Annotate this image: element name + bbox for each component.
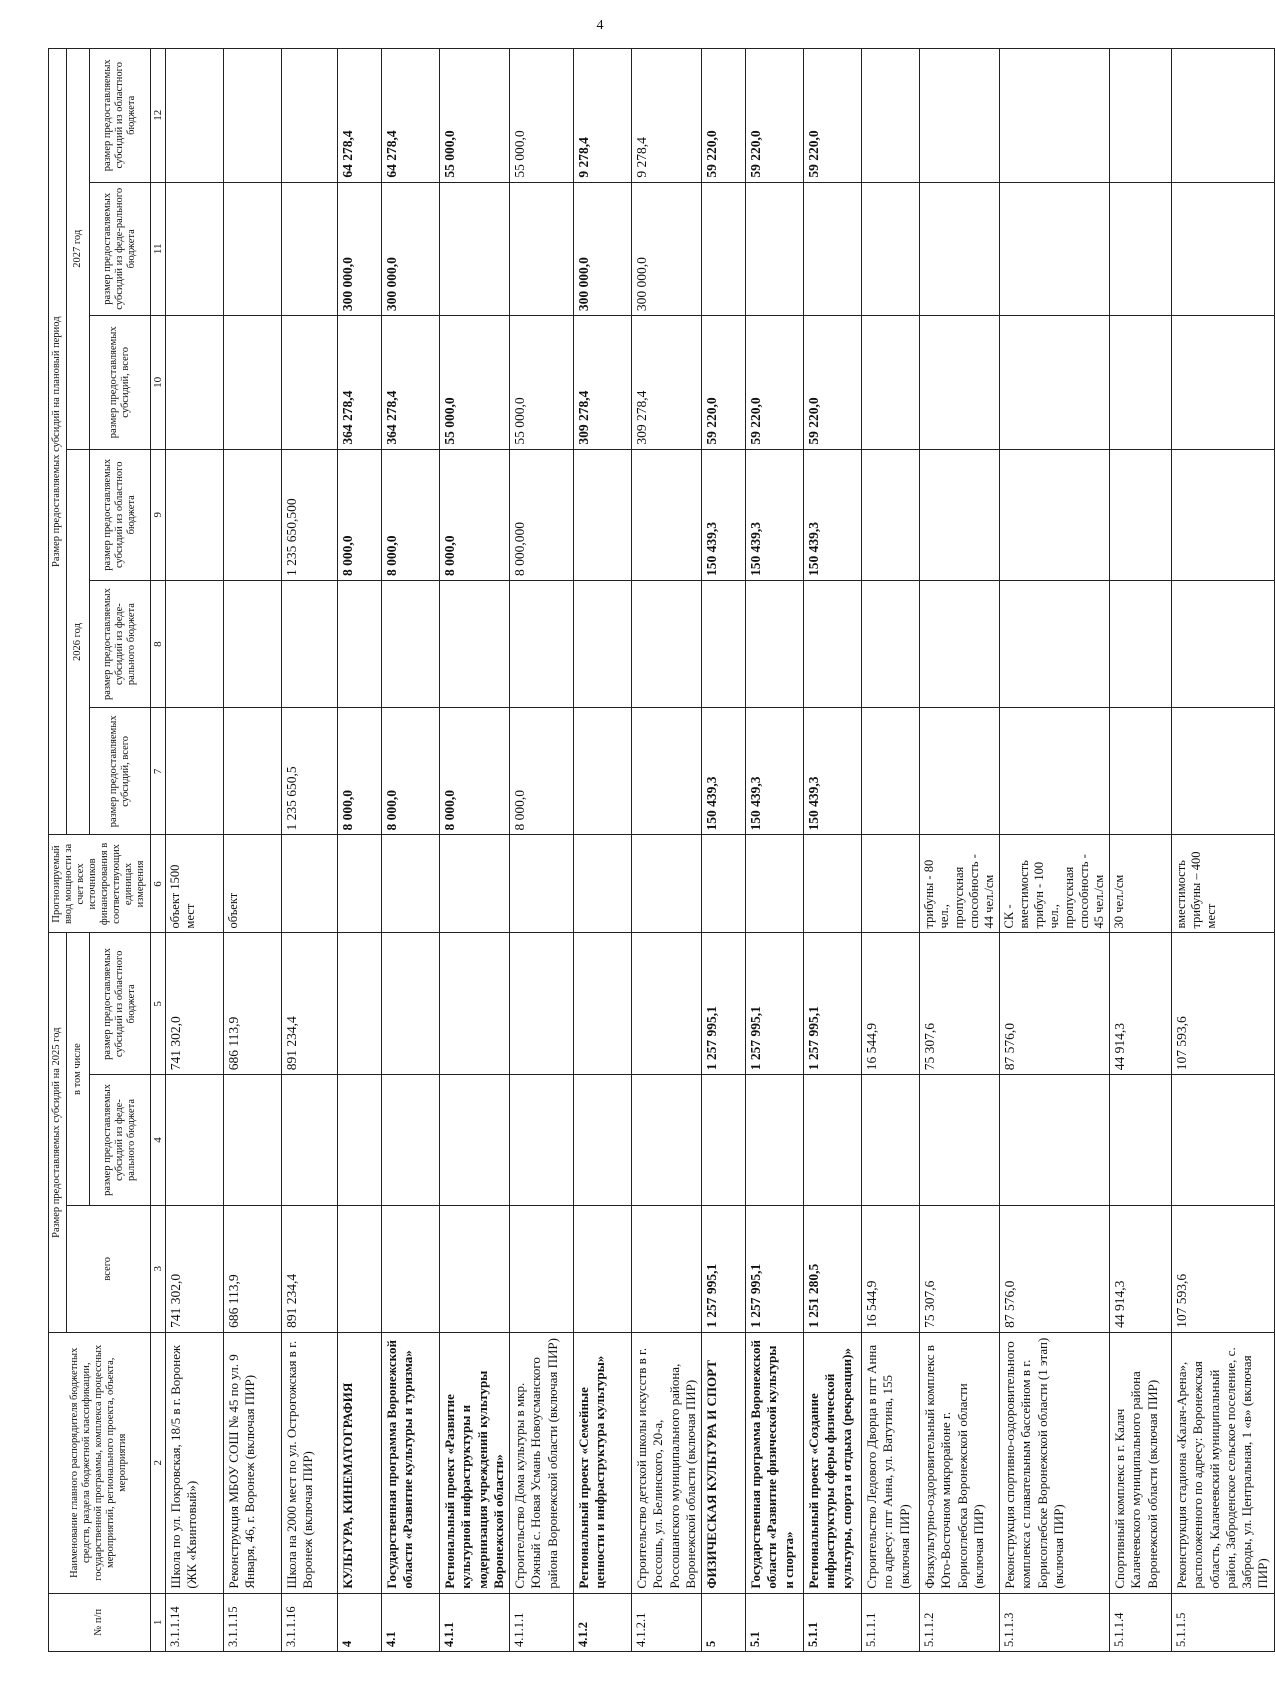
header-group-plan: Размер предоставляемых субсидий на плановый период xyxy=(49,49,67,835)
amount-cell-5: 44 914,3 xyxy=(1110,933,1172,1075)
amount-cell-11 xyxy=(746,182,804,315)
amount-cell-12: 64 278,4 xyxy=(338,49,382,183)
amount-cell-3: 44 914,3 xyxy=(1110,1205,1172,1332)
capacity-cell xyxy=(338,835,382,933)
rotated-table-area xyxy=(48,48,1271,1652)
amount-cell-9: 8 000,000 xyxy=(510,449,574,580)
row-name-cell: Региональный проект «Развитие культурной инфраструктуры и модернизация учреждений культуры Воронежской области» xyxy=(440,1332,510,1593)
header-incl: в том числе xyxy=(67,933,90,1205)
amount-cell-8 xyxy=(702,580,746,707)
amount-cell-4 xyxy=(166,1075,224,1205)
row-name-cell: Региональный проект «Создание инфраструктуры сферы физической культуры, спорта и отдыха (рекреации)» xyxy=(804,1332,862,1593)
amount-cell-3 xyxy=(338,1205,382,1332)
row-number-cell: 5 xyxy=(702,1593,746,1651)
amount-cell-11 xyxy=(510,182,574,315)
amount-cell-10: 364 278,4 xyxy=(338,316,382,449)
amount-cell-10 xyxy=(1110,316,1172,449)
amount-cell-10 xyxy=(166,316,224,449)
amount-cell-5 xyxy=(632,933,702,1075)
amount-cell-12 xyxy=(1000,49,1110,183)
amount-cell-11 xyxy=(1172,182,1275,315)
amount-cell-12: 9 278,4 xyxy=(574,49,632,183)
table-row xyxy=(382,49,440,1652)
row-name-cell: Государственная программа Воронежской области «Развитие культуры и туризма» xyxy=(382,1332,440,1593)
amount-cell-5 xyxy=(574,933,632,1075)
amount-cell-9: 8 000,0 xyxy=(440,449,510,580)
table-row xyxy=(746,49,804,1652)
amount-cell-7 xyxy=(1172,708,1275,835)
row-name-cell: Государственная программа Воронежской области «Развитие физической культуры и спорта» xyxy=(746,1332,804,1593)
amount-cell-7: 8 000,0 xyxy=(440,708,510,835)
row-number-cell: 4.1.2.1 xyxy=(632,1593,702,1651)
capacity-cell: 30 чел./см xyxy=(1110,835,1172,933)
amount-cell-11 xyxy=(166,182,224,315)
column-number-row xyxy=(150,49,166,1652)
row-name-cell: Строительство детской школы искусств в г. Россошь, ул. Белинского, 20-а, Россошанского муниципального района, Воронежской области (включая ПИР) xyxy=(632,1332,702,1593)
row-name-cell: Региональный проект «Семейные ценности и инфраструктура культуры» xyxy=(574,1332,632,1593)
row-number-cell: 5.1.1.1 xyxy=(862,1593,920,1651)
amount-cell-12: 59 220,0 xyxy=(702,49,746,183)
table-row xyxy=(702,49,746,1652)
amount-cell-3 xyxy=(440,1205,510,1332)
table-row xyxy=(510,49,574,1652)
row-number-cell: 4.1.1.1 xyxy=(510,1593,574,1651)
amount-cell-7: 150 439,3 xyxy=(702,708,746,835)
amount-cell-9 xyxy=(224,449,282,580)
amount-cell-4 xyxy=(338,1075,382,1205)
amount-cell-4 xyxy=(746,1075,804,1205)
table-row xyxy=(804,49,862,1652)
table-row xyxy=(1172,49,1275,1652)
amount-cell-7: 8 000,0 xyxy=(510,708,574,835)
amount-cell-8 xyxy=(862,580,920,707)
header-group-2025: Размер предоставляемых субсидий на 2025 год xyxy=(49,933,67,1332)
page-number: 4 xyxy=(596,18,604,33)
row-name-cell: Спортивный комплекс в г. Калач Калачеевского муниципального района Воронежской области (включая ПИР) xyxy=(1110,1332,1172,1593)
amount-cell-10 xyxy=(862,316,920,449)
amount-cell-5: 891 234,4 xyxy=(282,933,338,1075)
amount-cell-7: 150 439,3 xyxy=(804,708,862,835)
amount-cell-11 xyxy=(282,182,338,315)
amount-cell-5: 741 302,0 xyxy=(166,933,224,1075)
capacity-cell xyxy=(632,835,702,933)
amount-cell-7 xyxy=(1110,708,1172,835)
amount-cell-10 xyxy=(224,316,282,449)
header-total-2027: размер предоставляемых субсидий, всего xyxy=(90,316,150,449)
capacity-cell: объект xyxy=(224,835,282,933)
table-row xyxy=(1000,49,1110,1652)
row-number-cell: 5.1.1.2 xyxy=(920,1593,1000,1651)
amount-cell-4 xyxy=(282,1075,338,1205)
amount-cell-12: 55 000,0 xyxy=(440,49,510,183)
amount-cell-11: 300 000,0 xyxy=(338,182,382,315)
amount-cell-8 xyxy=(1110,580,1172,707)
amount-cell-4 xyxy=(1110,1075,1172,1205)
row-name-cell: ФИЗИЧЕСКАЯ КУЛЬТУРА И СПОРТ xyxy=(702,1332,746,1593)
column-number: 6 xyxy=(150,835,166,933)
amount-cell-11: 300 000,0 xyxy=(382,182,440,315)
header-capacity: Прогнозируемый ввод мощности за счет всех источников финансирования в соответствующих единицах измерения xyxy=(49,835,151,933)
row-name-cell: Строительство Ледового Дворца в пгт Анна по адресу: пгт Анна, ул. Ватутина, 155 (включая ПИР) xyxy=(862,1332,920,1593)
amount-cell-4 xyxy=(920,1075,1000,1205)
amount-cell-8 xyxy=(1000,580,1110,707)
column-number: 5 xyxy=(150,933,166,1075)
amount-cell-3 xyxy=(574,1205,632,1332)
amount-cell-10: 55 000,0 xyxy=(440,316,510,449)
amount-cell-5: 107 593,6 xyxy=(1172,933,1275,1075)
header-fed-2026: размер предоставляемых субсидий из феде-рального бюджета xyxy=(90,580,150,707)
amount-cell-10: 309 278,4 xyxy=(632,316,702,449)
amount-cell-4 xyxy=(632,1075,702,1205)
amount-cell-3: 1 251 280,5 xyxy=(804,1205,862,1332)
amount-cell-8 xyxy=(166,580,224,707)
amount-cell-9 xyxy=(632,449,702,580)
amount-cell-5 xyxy=(440,933,510,1075)
amount-cell-3: 87 576,0 xyxy=(1000,1205,1110,1332)
capacity-cell: трибуны - 80 чел., пропускная способность - 44 чел./см xyxy=(920,835,1000,933)
amount-cell-5: 16 544,9 xyxy=(862,933,920,1075)
amount-cell-4 xyxy=(804,1075,862,1205)
capacity-cell xyxy=(702,835,746,933)
column-number: 3 xyxy=(150,1205,166,1332)
capacity-cell: СК - вместимость трибун - 100 чел., пропускная способность - 45 чел./см xyxy=(1000,835,1110,933)
amount-cell-12: 59 220,0 xyxy=(746,49,804,183)
amount-cell-5: 1 257 995,1 xyxy=(702,933,746,1075)
amount-cell-10: 59 220,0 xyxy=(746,316,804,449)
amount-cell-12 xyxy=(920,49,1000,183)
amount-cell-11 xyxy=(862,182,920,315)
amount-cell-9 xyxy=(1172,449,1275,580)
amount-cell-8 xyxy=(282,580,338,707)
table-row xyxy=(440,49,510,1652)
header-fed-2027: размер предоставляемых субсидий из феде-рального бюджета xyxy=(90,182,150,315)
amount-cell-8 xyxy=(574,580,632,707)
amount-cell-8 xyxy=(338,580,382,707)
amount-cell-8 xyxy=(920,580,1000,707)
row-number-cell: 5.1.1 xyxy=(804,1593,862,1651)
capacity-cell: объект 1500 мест xyxy=(166,835,224,933)
amount-cell-10: 59 220,0 xyxy=(804,316,862,449)
table-row xyxy=(224,49,282,1652)
amount-cell-4 xyxy=(1172,1075,1275,1205)
amount-cell-4 xyxy=(510,1075,574,1205)
amount-cell-12: 59 220,0 xyxy=(804,49,862,183)
amount-cell-3: 891 234,4 xyxy=(282,1205,338,1332)
amount-cell-10: 55 000,0 xyxy=(510,316,574,449)
header-name: Наименование главного распорядителя бюджетных средств, раздела бюджетной классификации, государственной программы, комплекса процессных мероприятий, регионального проекта, объекта, мероприятия xyxy=(49,1332,151,1593)
row-number-cell: 4.1.2 xyxy=(574,1593,632,1651)
amount-cell-3 xyxy=(632,1205,702,1332)
amount-cell-3: 686 113,9 xyxy=(224,1205,282,1332)
amount-cell-3: 1 257 995,1 xyxy=(746,1205,804,1332)
column-number: 1 xyxy=(150,1593,166,1651)
amount-cell-5: 1 257 995,1 xyxy=(746,933,804,1075)
amount-cell-3 xyxy=(382,1205,440,1332)
table-body xyxy=(166,49,1275,1652)
table-row xyxy=(574,49,632,1652)
row-number-cell: 4.1.1 xyxy=(440,1593,510,1651)
amount-cell-9: 8 000,0 xyxy=(338,449,382,580)
capacity-cell xyxy=(440,835,510,933)
table-row xyxy=(862,49,920,1652)
subsidy-table xyxy=(48,48,1275,1652)
amount-cell-8 xyxy=(746,580,804,707)
header-year-2027: 2027 год xyxy=(67,49,90,450)
amount-cell-11 xyxy=(702,182,746,315)
amount-cell-11 xyxy=(224,182,282,315)
amount-cell-4 xyxy=(382,1075,440,1205)
column-number: 10 xyxy=(150,316,166,449)
amount-cell-4 xyxy=(702,1075,746,1205)
amount-cell-10: 309 278,4 xyxy=(574,316,632,449)
amount-cell-10: 59 220,0 xyxy=(702,316,746,449)
amount-cell-5: 75 307,6 xyxy=(920,933,1000,1075)
amount-cell-9 xyxy=(862,449,920,580)
amount-cell-9 xyxy=(574,449,632,580)
amount-cell-4 xyxy=(574,1075,632,1205)
amount-cell-11 xyxy=(920,182,1000,315)
amount-cell-5: 686 113,9 xyxy=(224,933,282,1075)
table-row xyxy=(920,49,1000,1652)
amount-cell-10 xyxy=(282,316,338,449)
row-name-cell: Реконструкция МБОУ СОШ № 45 по ул. 9 Января, 46, г. Воронеж (включая ПИР) xyxy=(224,1332,282,1593)
amount-cell-10: 364 278,4 xyxy=(382,316,440,449)
row-name-cell: Строительство Дома культуры в мкр. Южный с. Новая Усмань Новоусманского района Воронежской области (включая ПИР) xyxy=(510,1332,574,1593)
row-name-cell: Школа по ул. Покровская, 18/5 в г. Воронеж (ЖК «Квинтовый») xyxy=(166,1332,224,1593)
header-no: № п/п xyxy=(49,1593,151,1651)
column-number: 7 xyxy=(150,708,166,835)
table-row xyxy=(632,49,702,1652)
row-name-cell: Реконструкция стадиона «Калач-Арена», расположенного по адресу: Воронежская область, Калачеевский муниципальный район, Заброденское сельское поселение, с. Заброды, ул. Центральная, 1 «в» (включая ПИР) xyxy=(1172,1332,1275,1593)
row-name-cell: Реконструкция спортивно-оздоровительного комплекса с плавательным бассейном в г. Борисоглебске Воронежской области (1 этап) (включая ПИР) xyxy=(1000,1332,1110,1593)
header-total-2026: размер предоставляемых субсидий, всего xyxy=(90,708,150,835)
table-row xyxy=(282,49,338,1652)
amount-cell-8 xyxy=(224,580,282,707)
column-number: 12 xyxy=(150,49,166,183)
amount-cell-11 xyxy=(1110,182,1172,315)
row-name-cell: КУЛЬТУРА, КИНЕМАТОГРАФИЯ xyxy=(338,1332,382,1593)
amount-cell-9: 150 439,3 xyxy=(746,449,804,580)
amount-cell-7 xyxy=(574,708,632,835)
amount-cell-8 xyxy=(632,580,702,707)
amount-cell-12 xyxy=(224,49,282,183)
header-obl-2027: размер предоставляемых субсидий из областного бюджета xyxy=(90,49,150,183)
amount-cell-3: 741 302,0 xyxy=(166,1205,224,1332)
column-number: 11 xyxy=(150,182,166,315)
capacity-cell xyxy=(862,835,920,933)
amount-cell-8 xyxy=(510,580,574,707)
amount-cell-3: 1 257 995,1 xyxy=(702,1205,746,1332)
amount-cell-4 xyxy=(224,1075,282,1205)
column-number: 4 xyxy=(150,1075,166,1205)
amount-cell-9: 8 000,0 xyxy=(382,449,440,580)
amount-cell-12 xyxy=(1110,49,1172,183)
amount-cell-8 xyxy=(804,580,862,707)
amount-cell-7: 150 439,3 xyxy=(746,708,804,835)
amount-cell-9 xyxy=(1000,449,1110,580)
row-name-cell: Школа на 2000 мест по ул. Острогожская в г. Воронеж (включая ПИР) xyxy=(282,1332,338,1593)
amount-cell-3 xyxy=(510,1205,574,1332)
header-obl-2025: размер предоставляемых субсидий из областного бюджета xyxy=(90,933,150,1075)
amount-cell-7 xyxy=(920,708,1000,835)
amount-cell-8 xyxy=(382,580,440,707)
amount-cell-3: 16 544,9 xyxy=(862,1205,920,1332)
amount-cell-3: 107 593,6 xyxy=(1172,1205,1275,1332)
amount-cell-5 xyxy=(510,933,574,1075)
amount-cell-10 xyxy=(1172,316,1275,449)
row-number-cell: 5.1 xyxy=(746,1593,804,1651)
capacity-cell xyxy=(574,835,632,933)
amount-cell-12: 9 278,4 xyxy=(632,49,702,183)
amount-cell-12 xyxy=(166,49,224,183)
header-fed-2025: размер предоставляемых субсидий из феде-рального бюджета xyxy=(90,1075,150,1205)
capacity-cell: вместимость трибуны – 400 мест xyxy=(1172,835,1275,933)
header-obl-2026: размер предоставляемых субсидий из областного бюджета xyxy=(90,449,150,580)
row-number-cell: 3.1.1.14 xyxy=(166,1593,224,1651)
amount-cell-9 xyxy=(1110,449,1172,580)
amount-cell-12 xyxy=(862,49,920,183)
amount-cell-10 xyxy=(920,316,1000,449)
amount-cell-11: 300 000,0 xyxy=(632,182,702,315)
amount-cell-10 xyxy=(1000,316,1110,449)
amount-cell-9: 150 439,3 xyxy=(702,449,746,580)
amount-cell-11 xyxy=(804,182,862,315)
amount-cell-4 xyxy=(1000,1075,1110,1205)
column-number: 8 xyxy=(150,580,166,707)
amount-cell-5: 87 576,0 xyxy=(1000,933,1110,1075)
amount-cell-9: 150 439,3 xyxy=(804,449,862,580)
amount-cell-9 xyxy=(166,449,224,580)
table-rotated-container xyxy=(48,48,1271,1652)
row-number-cell: 5.1.1.3 xyxy=(1000,1593,1110,1651)
amount-cell-7 xyxy=(224,708,282,835)
row-number-cell: 4 xyxy=(338,1593,382,1651)
amount-cell-7 xyxy=(632,708,702,835)
amount-cell-7: 8 000,0 xyxy=(382,708,440,835)
amount-cell-7 xyxy=(166,708,224,835)
amount-cell-7: 8 000,0 xyxy=(338,708,382,835)
row-number-cell: 5.1.1.5 xyxy=(1172,1593,1275,1651)
amount-cell-7 xyxy=(1000,708,1110,835)
column-number: 2 xyxy=(150,1332,166,1593)
column-number: 9 xyxy=(150,449,166,580)
amount-cell-11 xyxy=(1000,182,1110,315)
row-number-cell: 5.1.1.4 xyxy=(1110,1593,1172,1651)
amount-cell-12 xyxy=(282,49,338,183)
amount-cell-12: 55 000,0 xyxy=(510,49,574,183)
row-number-cell: 3.1.1.15 xyxy=(224,1593,282,1651)
row-number-cell: 3.1.1.16 xyxy=(282,1593,338,1651)
capacity-cell xyxy=(382,835,440,933)
amount-cell-9 xyxy=(920,449,1000,580)
table-row xyxy=(166,49,224,1652)
amount-cell-9: 1 235 650,500 xyxy=(282,449,338,580)
amount-cell-5: 1 257 995,1 xyxy=(804,933,862,1075)
capacity-cell xyxy=(282,835,338,933)
header-year-2026: 2026 год xyxy=(67,449,90,835)
amount-cell-4 xyxy=(440,1075,510,1205)
amount-cell-7: 1 235 650,5 xyxy=(282,708,338,835)
header-total: всего xyxy=(67,1205,151,1332)
row-name-cell: Физкультурно-оздоровительный комплекс в Юго-Восточном микрорайоне г. Борисоглебска Воронежской области (включая ПИР) xyxy=(920,1332,1000,1593)
amount-cell-11 xyxy=(440,182,510,315)
amount-cell-5 xyxy=(338,933,382,1075)
amount-cell-3: 75 307,6 xyxy=(920,1205,1000,1332)
amount-cell-8 xyxy=(1172,580,1275,707)
amount-cell-12 xyxy=(1172,49,1275,183)
row-number-cell: 4.1 xyxy=(382,1593,440,1651)
amount-cell-5 xyxy=(382,933,440,1075)
capacity-cell xyxy=(804,835,862,933)
table-row xyxy=(1110,49,1172,1652)
amount-cell-4 xyxy=(862,1075,920,1205)
amount-cell-8 xyxy=(440,580,510,707)
capacity-cell xyxy=(510,835,574,933)
capacity-cell xyxy=(746,835,804,933)
table-row xyxy=(338,49,382,1652)
amount-cell-12: 64 278,4 xyxy=(382,49,440,183)
amount-cell-7 xyxy=(862,708,920,835)
amount-cell-11: 300 000,0 xyxy=(574,182,632,315)
